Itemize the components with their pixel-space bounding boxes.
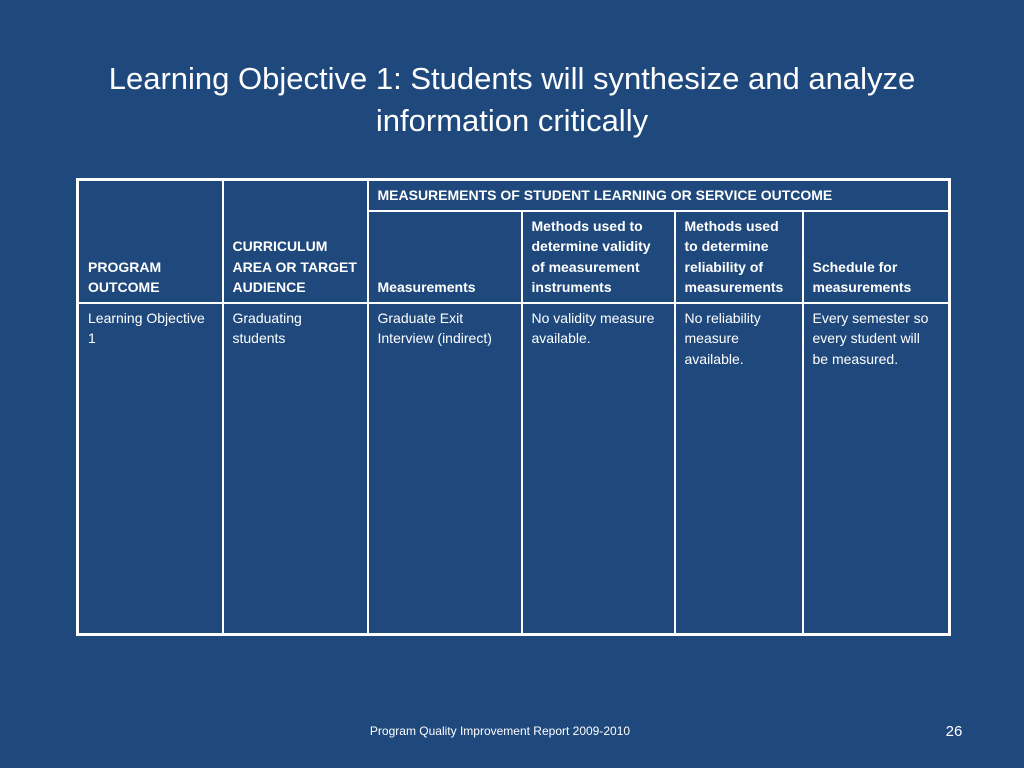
cell-validity: No validity measure available. xyxy=(522,303,675,635)
footer-text: Program Quality Improvement Report 2009-2010 xyxy=(369,724,631,738)
header-reliability: Methods used to determine reliability of measurements xyxy=(675,211,803,303)
header-measurements: Measurements xyxy=(368,211,522,303)
cell-curriculum: Graduating students xyxy=(223,303,368,635)
header-row-top xyxy=(78,180,950,211)
cell-measurements: Graduate Exit Interview (indirect) xyxy=(368,303,522,635)
measurement-table xyxy=(76,178,951,636)
page-number: 26 xyxy=(945,723,963,740)
title-line-1: Learning Objective 1: Students will synthesize and analyze xyxy=(108,61,916,96)
header-schedule: Schedule for measurements xyxy=(803,211,950,303)
cell-reliability: No reliability measure available. xyxy=(675,303,803,635)
cell-program-outcome: Learning Objective 1 xyxy=(78,303,223,635)
header-curriculum: CURRICULUM AREA OR TARGET AUDIENCE xyxy=(223,180,368,303)
header-measurements-group: MEASUREMENTS OF STUDENT LEARNING OR SERVICE OUTCOME xyxy=(368,180,950,211)
title-line-2: information critically xyxy=(375,103,649,138)
table-row xyxy=(78,303,950,635)
header-program-outcome: PROGRAM OUTCOME xyxy=(78,180,223,303)
cell-schedule: Every semester so every student will be measured. xyxy=(803,303,950,635)
slide-title xyxy=(60,58,964,142)
header-validity: Methods used to determine validity of measurement instruments xyxy=(522,211,675,303)
